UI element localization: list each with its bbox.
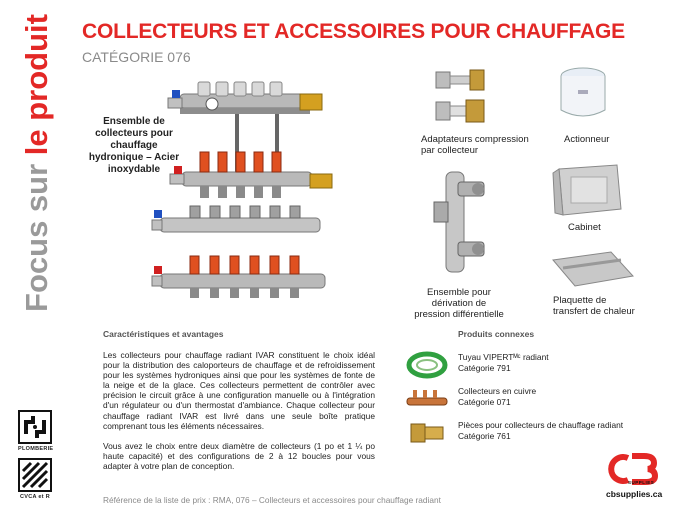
copper-manifold-icon [405,384,450,414]
plumbing-logo [18,410,52,452]
plumbing-logo-icon [18,410,52,444]
related-item-name: Pièces pour collecteurs de chauffage radiant [458,420,624,430]
actuator-image [558,66,608,122]
bypass-caption: Ensemble pour dérivation de pression différentielle [414,287,504,320]
website-link[interactable]: cbsupplies.ca [606,489,663,499]
adapters-caption: Adaptateurs compression par collecteur [421,134,529,156]
features-heading: Caractéristiques et avantages [103,329,224,339]
features-paragraph-2: Vous avez le choix entre deux diamètre de collecteurs (1 po et 1 ¼ po haute capacité) et des configurations de 2 à 12 boucles pour vous adapter à votre plan de conception. [103,440,375,471]
brass-fitting-icon [405,418,450,448]
related-item-name: Tuyau VIPERTᴹᶜ radiant [458,352,549,362]
cabinet-caption: Cabinet [568,222,601,233]
cabinet-image [551,163,627,217]
related-item-category: Catégorie 791 [458,363,511,373]
features-paragraph-1: Les collecteurs pour chauffage radiant IVAR constituent le choix idéal pour la distribution des caloporteurs de chauffage et de refroidissement pour les systèmes hydroniques ainsi que pour les systèmes de fonte de la neige et de la glace. Ces collecteurs permettent de contrôler avec précision le circuit grâce à une configuration manuelle ou à l'intégration d'un régulateur ou d'un thermostat d'ambiance. Chaque collecteur pour chauffage radiant IVAR est livré dans une seule boîte pratique comprenant tous les éléments nécessaires. [103,350,375,431]
pipe-coil-icon [405,350,450,380]
main-product-caption: Ensemble de collecteurs pour chauffage hydronique – Acier inoxydable [88,116,180,175]
actuator-caption: Actionneur [564,134,610,145]
price-list-reference: Référence de la liste de prix : RMA, 076 – Collecteurs et accessoires pour chauffage radiant [103,495,441,505]
related-item-manifold-parts[interactable] [405,418,645,448]
brand-subtitle: SUPPLIES [628,480,655,485]
manifold-assembly-image [150,74,365,304]
related-item-pipe[interactable] [405,350,645,380]
page-title: COLLECTEURS ET ACCESSOIRES POUR CHAUFFAGE [82,20,625,43]
side-banner [19,14,54,394]
heat-transfer-plate-image [551,250,635,290]
plumbing-logo-caption: PLOMBERIE [18,446,54,452]
related-item-category: Catégorie 071 [458,397,511,407]
related-item-category: Catégorie 761 [458,431,511,441]
related-item-copper-manifold[interactable] [405,384,645,414]
hvac-logo [18,458,52,500]
side-banner-text: Focus sur le produit [19,14,54,312]
hvac-logo-icon [18,458,52,492]
hvac-logo-caption: CVCA et R [20,494,50,500]
bypass-assembly-image [428,162,490,282]
compression-adapters-image [430,68,490,128]
features-body [103,350,375,481]
plate-caption: Plaquette de transfert de chaleur [553,295,635,317]
related-heading: Produits connexes [458,329,535,339]
related-item-name: Collecteurs en cuivre [458,386,537,396]
page-category: CATÉGORIE 076 [82,49,191,65]
